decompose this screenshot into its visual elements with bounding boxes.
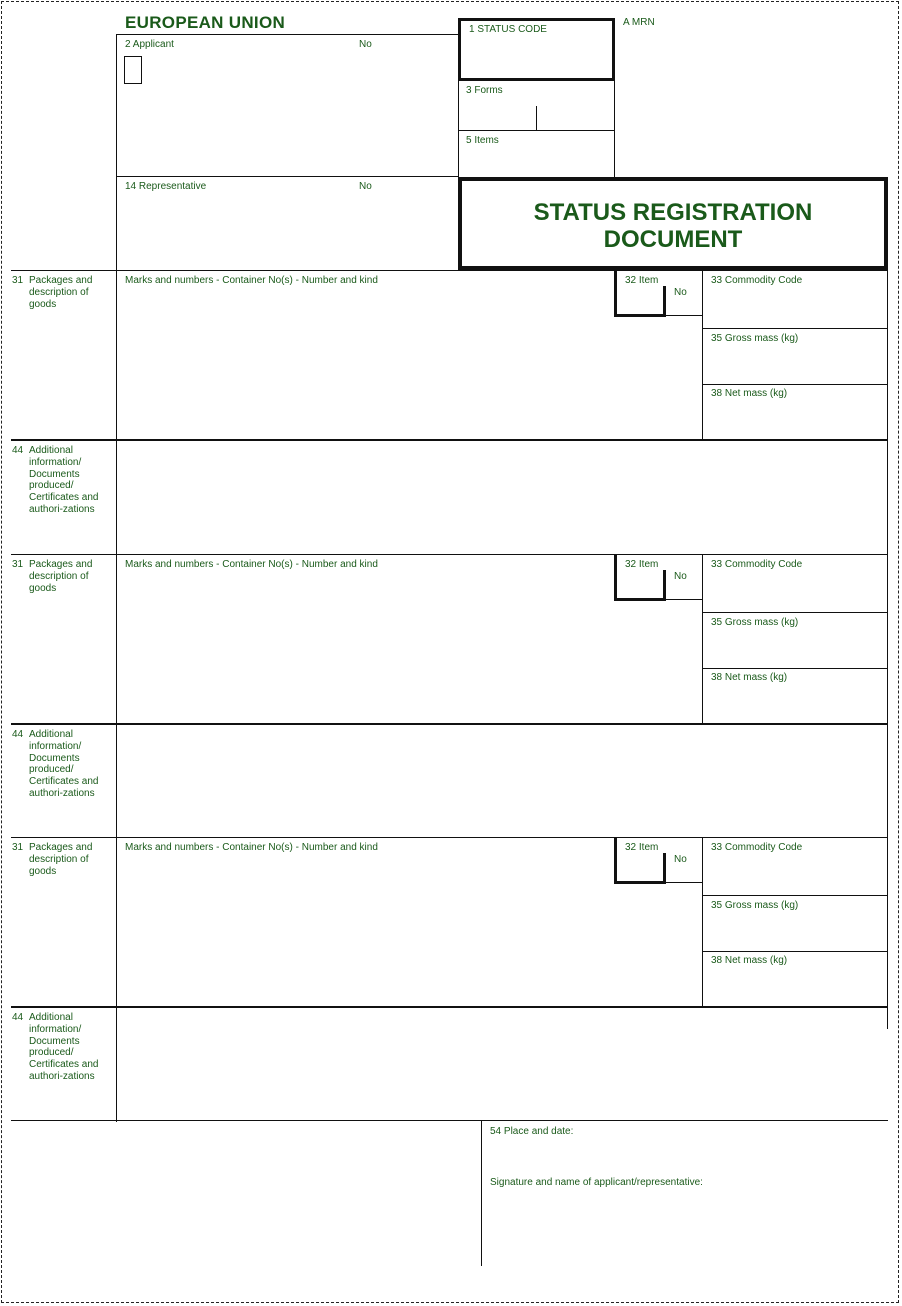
additional-info-field[interactable] bbox=[118, 1010, 885, 1120]
additional-info-number: 44 bbox=[12, 1012, 24, 1023]
additional-info-label: Additional information/ Documents produced/ Certificates and authori-zations bbox=[29, 729, 99, 799]
commodity-code-label: 33 Commodity Code bbox=[711, 275, 803, 286]
signature-label: Signature and name of applicant/representative: bbox=[490, 1177, 703, 1188]
packages-label: Packages and description of goods bbox=[29, 559, 93, 594]
gross-mass-label: 35 Gross mass (kg) bbox=[711, 333, 799, 344]
item-no-label: No bbox=[674, 854, 687, 865]
item-no-label: No bbox=[674, 287, 687, 298]
commodity-code-label: 33 Commodity Code bbox=[711, 559, 803, 570]
gross-mass-label: 35 Gross mass (kg) bbox=[711, 900, 799, 911]
packages-label: Packages and description of goods bbox=[29, 275, 93, 310]
box-1-label: 1 STATUS CODE bbox=[469, 24, 547, 35]
item-label: 32 Item bbox=[625, 275, 659, 286]
gross-mass-field[interactable] bbox=[705, 631, 885, 666]
commodity-code-field[interactable] bbox=[705, 572, 885, 610]
gross-mass-field[interactable] bbox=[705, 347, 885, 382]
box-a-mrn-label: A MRN bbox=[623, 17, 655, 28]
packages-number: 31 bbox=[12, 275, 24, 286]
box-5-items-label: 5 Items bbox=[466, 135, 499, 146]
union-title: EUROPEAN UNION bbox=[125, 13, 286, 32]
additional-info-field[interactable] bbox=[118, 727, 885, 837]
net-mass-field[interactable] bbox=[705, 686, 885, 721]
box-14-representative-label: 14 Representative bbox=[125, 181, 207, 192]
net-mass-label: 38 Net mass (kg) bbox=[711, 388, 788, 399]
net-mass-field[interactable] bbox=[705, 969, 885, 1004]
gross-mass-label: 35 Gross mass (kg) bbox=[711, 617, 799, 628]
commodity-code-field[interactable] bbox=[705, 855, 885, 893]
forms-divider bbox=[536, 106, 537, 130]
packages-number: 31 bbox=[12, 842, 24, 853]
additional-info-number: 44 bbox=[12, 729, 24, 740]
commodity-code-label: 33 Commodity Code bbox=[711, 842, 803, 853]
packages-number: 31 bbox=[12, 559, 24, 570]
gross-mass-field[interactable] bbox=[705, 914, 885, 949]
additional-info-label: Additional information/ Documents produced/ Certificates and authori-zations bbox=[29, 445, 99, 515]
document-title-line-1: STATUS REGISTRATION bbox=[533, 199, 813, 226]
item-label: 32 Item bbox=[625, 559, 659, 570]
net-mass-field[interactable] bbox=[705, 402, 885, 437]
marks-numbers-label: Marks and numbers - Container No(s) - Number and kind bbox=[125, 275, 378, 286]
applicant-checkbox[interactable] bbox=[124, 56, 142, 84]
box-14-no-label: No bbox=[359, 181, 372, 192]
document-title bbox=[462, 199, 884, 253]
marks-numbers-label: Marks and numbers - Container No(s) - Number and kind bbox=[125, 559, 378, 570]
commodity-code-field[interactable] bbox=[705, 288, 885, 326]
goods-description-field[interactable] bbox=[118, 574, 612, 719]
goods-description-field[interactable] bbox=[118, 857, 612, 1002]
packages-label: Packages and description of goods bbox=[29, 842, 93, 877]
additional-info-number: 44 bbox=[12, 445, 24, 456]
goods-description-field[interactable] bbox=[118, 290, 612, 435]
item-label: 32 Item bbox=[625, 842, 659, 853]
additional-info-label: Additional information/ Documents produced/ Certificates and authori-zations bbox=[29, 1012, 99, 1082]
box-2-applicant-label: 2 Applicant bbox=[125, 39, 174, 50]
item-no-label: No bbox=[674, 571, 687, 582]
document-title-line-2: DOCUMENT bbox=[603, 226, 743, 253]
net-mass-label: 38 Net mass (kg) bbox=[711, 955, 788, 966]
box-2-no-label: No bbox=[359, 39, 372, 50]
box-3-forms-label: 3 Forms bbox=[466, 85, 503, 96]
additional-info-field[interactable] bbox=[118, 443, 885, 553]
box-54-place-date-label: 54 Place and date: bbox=[490, 1126, 574, 1137]
net-mass-label: 38 Net mass (kg) bbox=[711, 672, 788, 683]
marks-numbers-label: Marks and numbers - Container No(s) - Number and kind bbox=[125, 842, 378, 853]
